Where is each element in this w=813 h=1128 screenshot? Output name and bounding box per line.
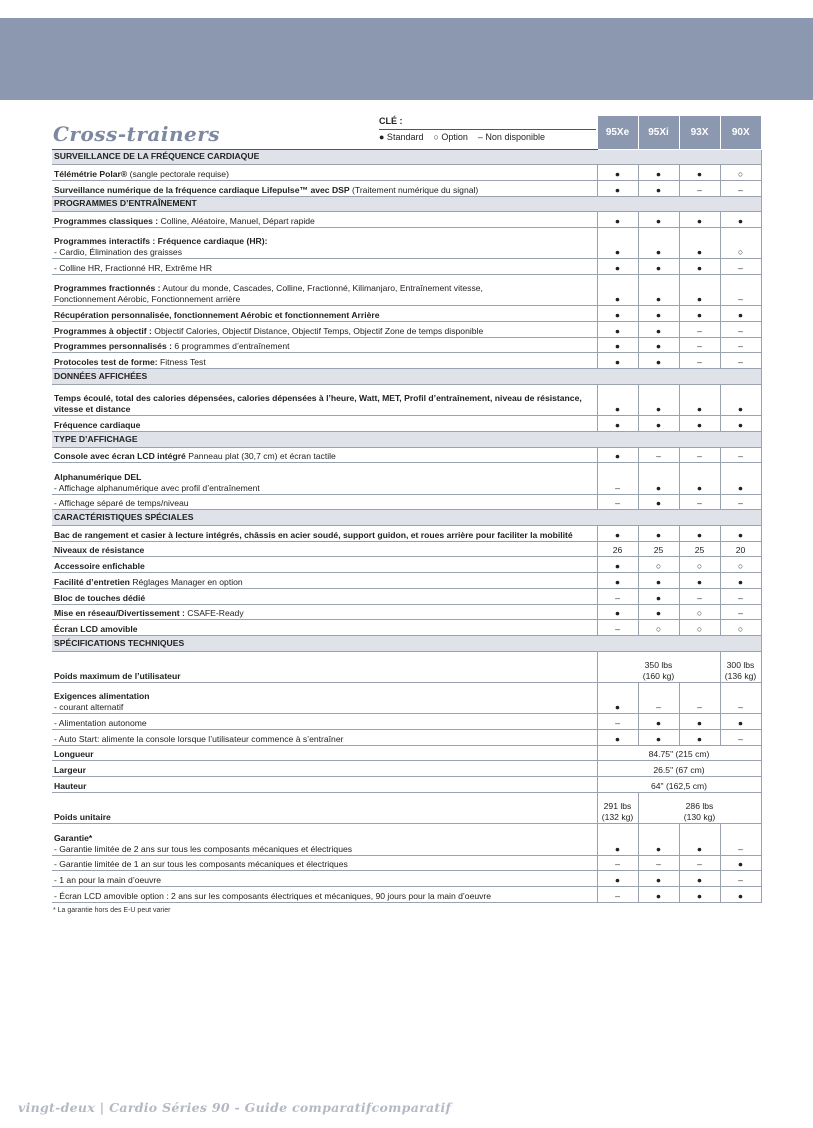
table-row xyxy=(52,824,761,855)
value-cell-95xe: ● xyxy=(597,604,638,620)
value-cell-90x: – xyxy=(720,824,761,855)
feature-detail-cont: Fonctionnement Aérobic, Fonctionnement arrière xyxy=(54,294,241,305)
value-cell-95xe: ● xyxy=(597,259,638,275)
value-cell-95xi: ● xyxy=(638,306,679,322)
value-cell-95xi: ○ xyxy=(638,557,679,573)
value-cell-95xe: – xyxy=(597,714,638,730)
spec-value-cell xyxy=(720,651,761,682)
value-cell-95xe: 26 xyxy=(597,541,638,557)
feature-name: Programmes classiques : xyxy=(54,215,159,226)
value-cell-90x: ● xyxy=(720,855,761,871)
feature-detail: - Alimentation autonome xyxy=(54,718,147,729)
value-cell-90x: – xyxy=(720,259,761,275)
feature-name: Protocoles test de forme: xyxy=(54,357,158,368)
value-cell-90x: ● xyxy=(720,416,761,432)
legend-not-available: – Non disponible xyxy=(477,132,545,142)
spec-value: 291 lbs xyxy=(603,801,632,812)
feature-label xyxy=(52,557,597,573)
feature-detail: Autour du monde, Cascades, Colline, Fractionné, Kilimanjaro, Entraînement vitesse, xyxy=(160,283,483,294)
value-cell-90x: ● xyxy=(720,463,761,494)
table-row xyxy=(52,337,761,353)
feature-label xyxy=(52,761,597,777)
value-cell-95xe: ● xyxy=(597,871,638,887)
value-cell-93x: 25 xyxy=(679,541,720,557)
value-cell-90x: ● xyxy=(720,212,761,228)
value-cell-95xi: ● xyxy=(638,494,679,510)
feature-label xyxy=(52,447,597,463)
spec-value: 350 lbs xyxy=(644,659,673,670)
table-row xyxy=(52,886,761,902)
feature-detail: Fitness Test xyxy=(157,357,206,368)
spec-value-cell xyxy=(597,745,761,761)
value-cell-93x: ● xyxy=(679,886,720,902)
feature-name: Programmes personnalisés : xyxy=(54,341,172,352)
feature-name: Poids maximum de l’utilisateur xyxy=(54,670,181,681)
table-row xyxy=(52,557,761,573)
table-row xyxy=(52,573,761,589)
value-cell-90x: – xyxy=(720,604,761,620)
spec-value-cell xyxy=(597,761,761,777)
value-cell-93x: ● xyxy=(679,730,720,746)
feature-label xyxy=(52,651,597,682)
value-cell-95xe: ● xyxy=(597,824,638,855)
table-row xyxy=(52,855,761,871)
table-row xyxy=(52,463,761,494)
table-row xyxy=(52,620,761,636)
value-cell-95xe: ● xyxy=(597,227,638,258)
feature-label xyxy=(52,180,597,196)
value-cell-95xi: ● xyxy=(638,384,679,415)
feature-name: Fréquence cardiaque xyxy=(54,419,141,430)
feature-label xyxy=(52,494,597,510)
feature-label xyxy=(52,792,597,823)
feature-label xyxy=(52,886,597,902)
value-cell-93x: ● xyxy=(679,384,720,415)
spec-value-cell xyxy=(597,651,720,682)
value-cell-90x: ● xyxy=(720,384,761,415)
feature-detail: - Écran LCD amovible option : 2 ans sur les composants électriques et mécaniques, 90 jours pour la main d’oeuvre xyxy=(54,890,492,901)
value-cell-95xi: ● xyxy=(638,824,679,855)
feature-label xyxy=(52,322,597,338)
feature-label xyxy=(52,541,597,557)
value-cell-93x: – xyxy=(679,588,720,604)
value-cell-90x: – xyxy=(720,322,761,338)
spec-value: 64" (162,5 cm) xyxy=(650,780,708,791)
spec-value-metric: (160 kg) xyxy=(642,670,675,681)
value-cell-90x: 20 xyxy=(720,541,761,557)
value-cell-95xe: ● xyxy=(597,526,638,542)
value-cell-90x: ○ xyxy=(720,557,761,573)
feature-detail-cont: - Affichage alphanumérique avec profil d’entraînement xyxy=(54,482,260,493)
feature-name: Programmes fractionnés : xyxy=(54,283,161,294)
value-cell-95xi: ● xyxy=(638,871,679,887)
legend-option: ○ Option xyxy=(433,132,468,142)
feature-label xyxy=(52,745,597,761)
feature-label xyxy=(52,682,597,713)
value-cell-90x: ○ xyxy=(720,165,761,181)
value-cell-90x: – xyxy=(720,337,761,353)
value-cell-95xi: ● xyxy=(638,588,679,604)
value-cell-90x: – xyxy=(720,180,761,196)
value-cell-95xi: – xyxy=(638,682,679,713)
feature-detail: 6 programmes d’entraînement xyxy=(171,341,290,352)
legend-key-label: CLÉ : xyxy=(379,116,403,126)
value-cell-90x: ○ xyxy=(720,620,761,636)
value-cell-90x: ● xyxy=(720,306,761,322)
value-cell-95xi: ● xyxy=(638,212,679,228)
value-cell-95xi: ● xyxy=(638,165,679,181)
value-cell-95xi: ● xyxy=(638,526,679,542)
table-row xyxy=(52,275,761,306)
feature-name: Niveaux de résistance xyxy=(54,545,145,556)
feature-detail-cont: - Cardio, Élimination des graisses xyxy=(54,247,183,258)
value-cell-95xi: – xyxy=(638,855,679,871)
feature-detail: (Traitement numérique du signal) xyxy=(349,184,479,195)
value-cell-90x: – xyxy=(720,494,761,510)
feature-detail: - 1 an pour la main d’oeuvre xyxy=(54,874,162,885)
feature-label xyxy=(52,855,597,871)
feature-detail: Panneau plat (30,7 cm) et écran tactile xyxy=(185,451,336,462)
feature-name: Mise en réseau/Divertissement : xyxy=(54,608,185,619)
value-cell-90x: ○ xyxy=(720,227,761,258)
comparison-table xyxy=(52,116,762,903)
value-cell-93x: ● xyxy=(679,275,720,306)
value-cell-93x: – xyxy=(679,322,720,338)
value-cell-95xe: – xyxy=(597,886,638,902)
section-header: TYPE D’AFFICHAGE xyxy=(52,431,761,447)
feature-label xyxy=(52,212,597,228)
spec-value-metric: (136 kg) xyxy=(724,670,757,681)
value-cell-95xi: ● xyxy=(638,353,679,369)
section-header-row xyxy=(52,510,761,526)
value-cell-95xi: ● xyxy=(638,463,679,494)
value-cell-95xe: ● xyxy=(597,275,638,306)
feature-name: Garantie* xyxy=(54,832,93,843)
value-cell-93x: ● xyxy=(679,416,720,432)
value-cell-95xi: ● xyxy=(638,886,679,902)
value-cell-95xe: ● xyxy=(597,416,638,432)
footnote: * La garantie hors des E-U peut varier xyxy=(53,907,171,914)
table-row xyxy=(52,416,761,432)
feature-detail: - Colline HR, Fractionné HR, Extrême HR xyxy=(54,263,213,274)
value-cell-95xe: ● xyxy=(597,306,638,322)
section-header: SPÉCIFICATIONS TECHNIQUES xyxy=(52,635,761,651)
table-row xyxy=(52,792,761,823)
feature-detail: - Affichage séparé de temps/niveau xyxy=(54,498,189,509)
feature-label xyxy=(52,227,597,258)
table-row xyxy=(52,322,761,338)
feature-name: Programmes interactifs : Fréquence cardiaque (HR): xyxy=(54,236,268,247)
value-cell-95xe: ● xyxy=(597,384,638,415)
feature-name: Bloc de touches dédié xyxy=(54,592,146,603)
section-header-row xyxy=(52,635,761,651)
spec-value-metric: (130 kg) xyxy=(683,812,716,823)
value-cell-95xe: ● xyxy=(597,353,638,369)
value-cell-95xe: ● xyxy=(597,557,638,573)
table-row xyxy=(52,227,761,258)
value-cell-95xe: ● xyxy=(597,573,638,589)
table-row xyxy=(52,730,761,746)
feature-label xyxy=(52,463,597,494)
value-cell-93x: – xyxy=(679,447,720,463)
feature-detail: Colline, Aléatoire, Manuel, Départ rapide xyxy=(158,215,315,226)
table-row xyxy=(52,353,761,369)
feature-detail-cont: - courant alternatif xyxy=(54,702,124,713)
value-cell-95xi: ● xyxy=(638,573,679,589)
feature-label xyxy=(52,573,597,589)
feature-label xyxy=(52,306,597,322)
feature-name: Bac de rangement et casier à lecture intégrés, châssis en acier soudé, support guidon, et roues arrière pour faciliter la mobilité xyxy=(54,529,573,540)
table-row xyxy=(52,259,761,275)
table-row xyxy=(52,212,761,228)
feature-label xyxy=(52,824,597,855)
value-cell-93x: ● xyxy=(679,259,720,275)
feature-detail-cont: - Garantie limitée de 2 ans sur tous les composants mécaniques et électriques xyxy=(54,843,353,854)
value-cell-95xi: 25 xyxy=(638,541,679,557)
value-cell-95xe: ● xyxy=(597,180,638,196)
table-row xyxy=(52,604,761,620)
value-cell-95xe: ● xyxy=(597,322,638,338)
section-header-row xyxy=(52,431,761,447)
table-row xyxy=(52,714,761,730)
value-cell-93x: – xyxy=(679,855,720,871)
value-cell-90x: – xyxy=(720,275,761,306)
value-cell-93x: ● xyxy=(679,227,720,258)
value-cell-93x: ● xyxy=(679,871,720,887)
feature-label xyxy=(52,384,597,415)
table-row xyxy=(52,165,761,181)
value-cell-93x: ● xyxy=(679,306,720,322)
spec-value: 300 lbs xyxy=(726,659,755,670)
feature-label xyxy=(52,259,597,275)
table-row xyxy=(52,447,761,463)
value-cell-93x: ● xyxy=(679,824,720,855)
value-cell-95xe: ● xyxy=(597,337,638,353)
value-cell-95xi: ● xyxy=(638,180,679,196)
value-cell-95xe: – xyxy=(597,855,638,871)
value-cell-95xi: ● xyxy=(638,730,679,746)
value-cell-90x: – xyxy=(720,682,761,713)
feature-name: Alphanumérique DEL xyxy=(54,471,142,482)
table-row xyxy=(52,761,761,777)
section-header-row xyxy=(52,369,761,385)
value-cell-95xe: – xyxy=(597,494,638,510)
value-cell-95xi: ○ xyxy=(638,620,679,636)
spec-value: 26.5" (67 cm) xyxy=(653,765,705,776)
feature-label xyxy=(52,353,597,369)
feature-name: Surveillance numérique de la fréquence cardiaque Lifepulse™ avec DSP xyxy=(54,184,350,195)
section-header: DONNÉES AFFICHÉES xyxy=(52,369,761,385)
table-row xyxy=(52,588,761,604)
table-row xyxy=(52,651,761,682)
feature-label xyxy=(52,730,597,746)
value-cell-93x: – xyxy=(679,494,720,510)
value-cell-95xi: ● xyxy=(638,227,679,258)
feature-name: Écran LCD amovible xyxy=(54,623,138,634)
value-cell-90x: – xyxy=(720,730,761,746)
feature-name: Console avec écran LCD intégré xyxy=(54,451,186,462)
feature-label xyxy=(52,620,597,636)
value-cell-93x: ● xyxy=(679,165,720,181)
feature-name: Poids unitaire xyxy=(54,812,111,823)
feature-name: Facilité d’entretien xyxy=(54,576,130,587)
feature-label xyxy=(52,777,597,793)
feature-name: Exigences alimentation xyxy=(54,691,150,702)
table-row xyxy=(52,871,761,887)
feature-label xyxy=(52,604,597,620)
table-row xyxy=(52,180,761,196)
feature-label xyxy=(52,871,597,887)
table-row xyxy=(52,306,761,322)
value-cell-95xe: ● xyxy=(597,730,638,746)
value-cell-95xi: ● xyxy=(638,604,679,620)
value-cell-90x: ● xyxy=(720,886,761,902)
value-cell-95xi: ● xyxy=(638,322,679,338)
model-header-90x: 90X xyxy=(720,116,761,149)
table-row xyxy=(52,526,761,542)
value-cell-93x: – xyxy=(679,180,720,196)
section-header: SURVEILLANCE DE LA FRÉQUENCE CARDIAQUE xyxy=(52,149,761,165)
value-cell-95xe: – xyxy=(597,588,638,604)
spec-value-metric: (132 kg) xyxy=(601,812,634,823)
table-row xyxy=(52,494,761,510)
section-header-row xyxy=(52,196,761,212)
feature-label xyxy=(52,337,597,353)
value-cell-90x: – xyxy=(720,353,761,369)
value-cell-90x: ● xyxy=(720,714,761,730)
spec-value: 286 lbs xyxy=(685,801,714,812)
table-row xyxy=(52,777,761,793)
spec-value-cell xyxy=(597,777,761,793)
value-cell-90x: – xyxy=(720,447,761,463)
page-footer: vingt-deux | Cardio Séries 90 - Guide comparatifcomparatif xyxy=(18,1100,452,1115)
value-cell-93x: ○ xyxy=(679,620,720,636)
value-cell-93x: ○ xyxy=(679,557,720,573)
legend-standard: ● Standard xyxy=(379,132,424,142)
feature-detail: - Garantie limitée de 1 an sur tous les composants mécaniques et électriques xyxy=(54,859,348,870)
feature-detail: Objectif Calories, Objectif Distance, Objectif Temps, Objectif Zone de temps disponible xyxy=(151,325,484,336)
value-cell-93x: – xyxy=(679,337,720,353)
table-row xyxy=(52,682,761,713)
feature-detail: CSAFE-Ready xyxy=(184,608,244,619)
model-header-95xe: 95Xe xyxy=(597,116,638,149)
feature-label xyxy=(52,416,597,432)
value-cell-93x: ● xyxy=(679,714,720,730)
value-cell-95xe: ● xyxy=(597,447,638,463)
value-cell-95xi: ● xyxy=(638,714,679,730)
feature-name-cont: vitesse et distance xyxy=(54,404,131,415)
table-row xyxy=(52,541,761,557)
feature-name: Programmes à objectif : xyxy=(54,325,152,336)
value-cell-93x: ● xyxy=(679,526,720,542)
spec-value: 84.75" (215 cm) xyxy=(648,749,710,760)
model-header-95xi: 95Xi xyxy=(638,116,679,149)
feature-name: Télémétrie Polar® xyxy=(54,168,128,179)
section-header: PROGRAMMES D’ENTRAÎNEMENT xyxy=(52,196,761,212)
value-cell-90x: ● xyxy=(720,526,761,542)
value-cell-93x: – xyxy=(679,353,720,369)
table-row xyxy=(52,745,761,761)
feature-label xyxy=(52,275,597,306)
feature-detail: Réglages Manager en option xyxy=(129,576,243,587)
model-header-93x: 93X xyxy=(679,116,720,149)
page-title: Cross-trainers xyxy=(53,122,221,146)
value-cell-95xi: ● xyxy=(638,416,679,432)
value-cell-90x: ● xyxy=(720,573,761,589)
value-cell-93x: ● xyxy=(679,573,720,589)
value-cell-95xi: – xyxy=(638,447,679,463)
feature-name: Temps écoulé, total des calories dépensées, calories dépensées à l’heure, Watt, MET, Profil d’entraînement, niveau de résistance, xyxy=(54,393,582,404)
value-cell-95xi: ● xyxy=(638,337,679,353)
feature-detail: - Auto Start: alimente la console lorsque l’utilisateur commence à s’entraîner xyxy=(54,733,344,744)
legend-key xyxy=(379,116,596,142)
value-cell-90x: – xyxy=(720,588,761,604)
value-cell-95xe: ● xyxy=(597,165,638,181)
feature-detail: (sangle pectorale requise) xyxy=(127,168,229,179)
feature-name: Récupération personnalisée, fonctionnement Aérobic et fonctionnement Arrière xyxy=(54,310,380,321)
table-row xyxy=(52,384,761,415)
value-cell-95xi: ● xyxy=(638,275,679,306)
value-cell-95xe: ● xyxy=(597,212,638,228)
feature-name: Longueur xyxy=(54,749,94,760)
value-cell-90x: – xyxy=(720,871,761,887)
feature-label xyxy=(52,714,597,730)
value-cell-95xi: ● xyxy=(638,259,679,275)
feature-label xyxy=(52,526,597,542)
feature-name: Accessoire enfichable xyxy=(54,561,145,572)
value-cell-95xe: ● xyxy=(597,682,638,713)
header-banner xyxy=(0,18,813,100)
value-cell-93x: – xyxy=(679,682,720,713)
feature-label xyxy=(52,588,597,604)
feature-name: Hauteur xyxy=(54,780,87,791)
value-cell-95xe: – xyxy=(597,620,638,636)
spec-value-cell xyxy=(597,792,638,823)
value-cell-93x: ○ xyxy=(679,604,720,620)
spec-value-cell xyxy=(638,792,761,823)
section-header-row xyxy=(52,149,761,165)
value-cell-93x: ● xyxy=(679,212,720,228)
value-cell-95xe: – xyxy=(597,463,638,494)
value-cell-93x: ● xyxy=(679,463,720,494)
feature-label xyxy=(52,165,597,181)
section-header: CARACTÉRISTIQUES SPÉCIALES xyxy=(52,510,761,526)
feature-name: Largeur xyxy=(54,765,86,776)
